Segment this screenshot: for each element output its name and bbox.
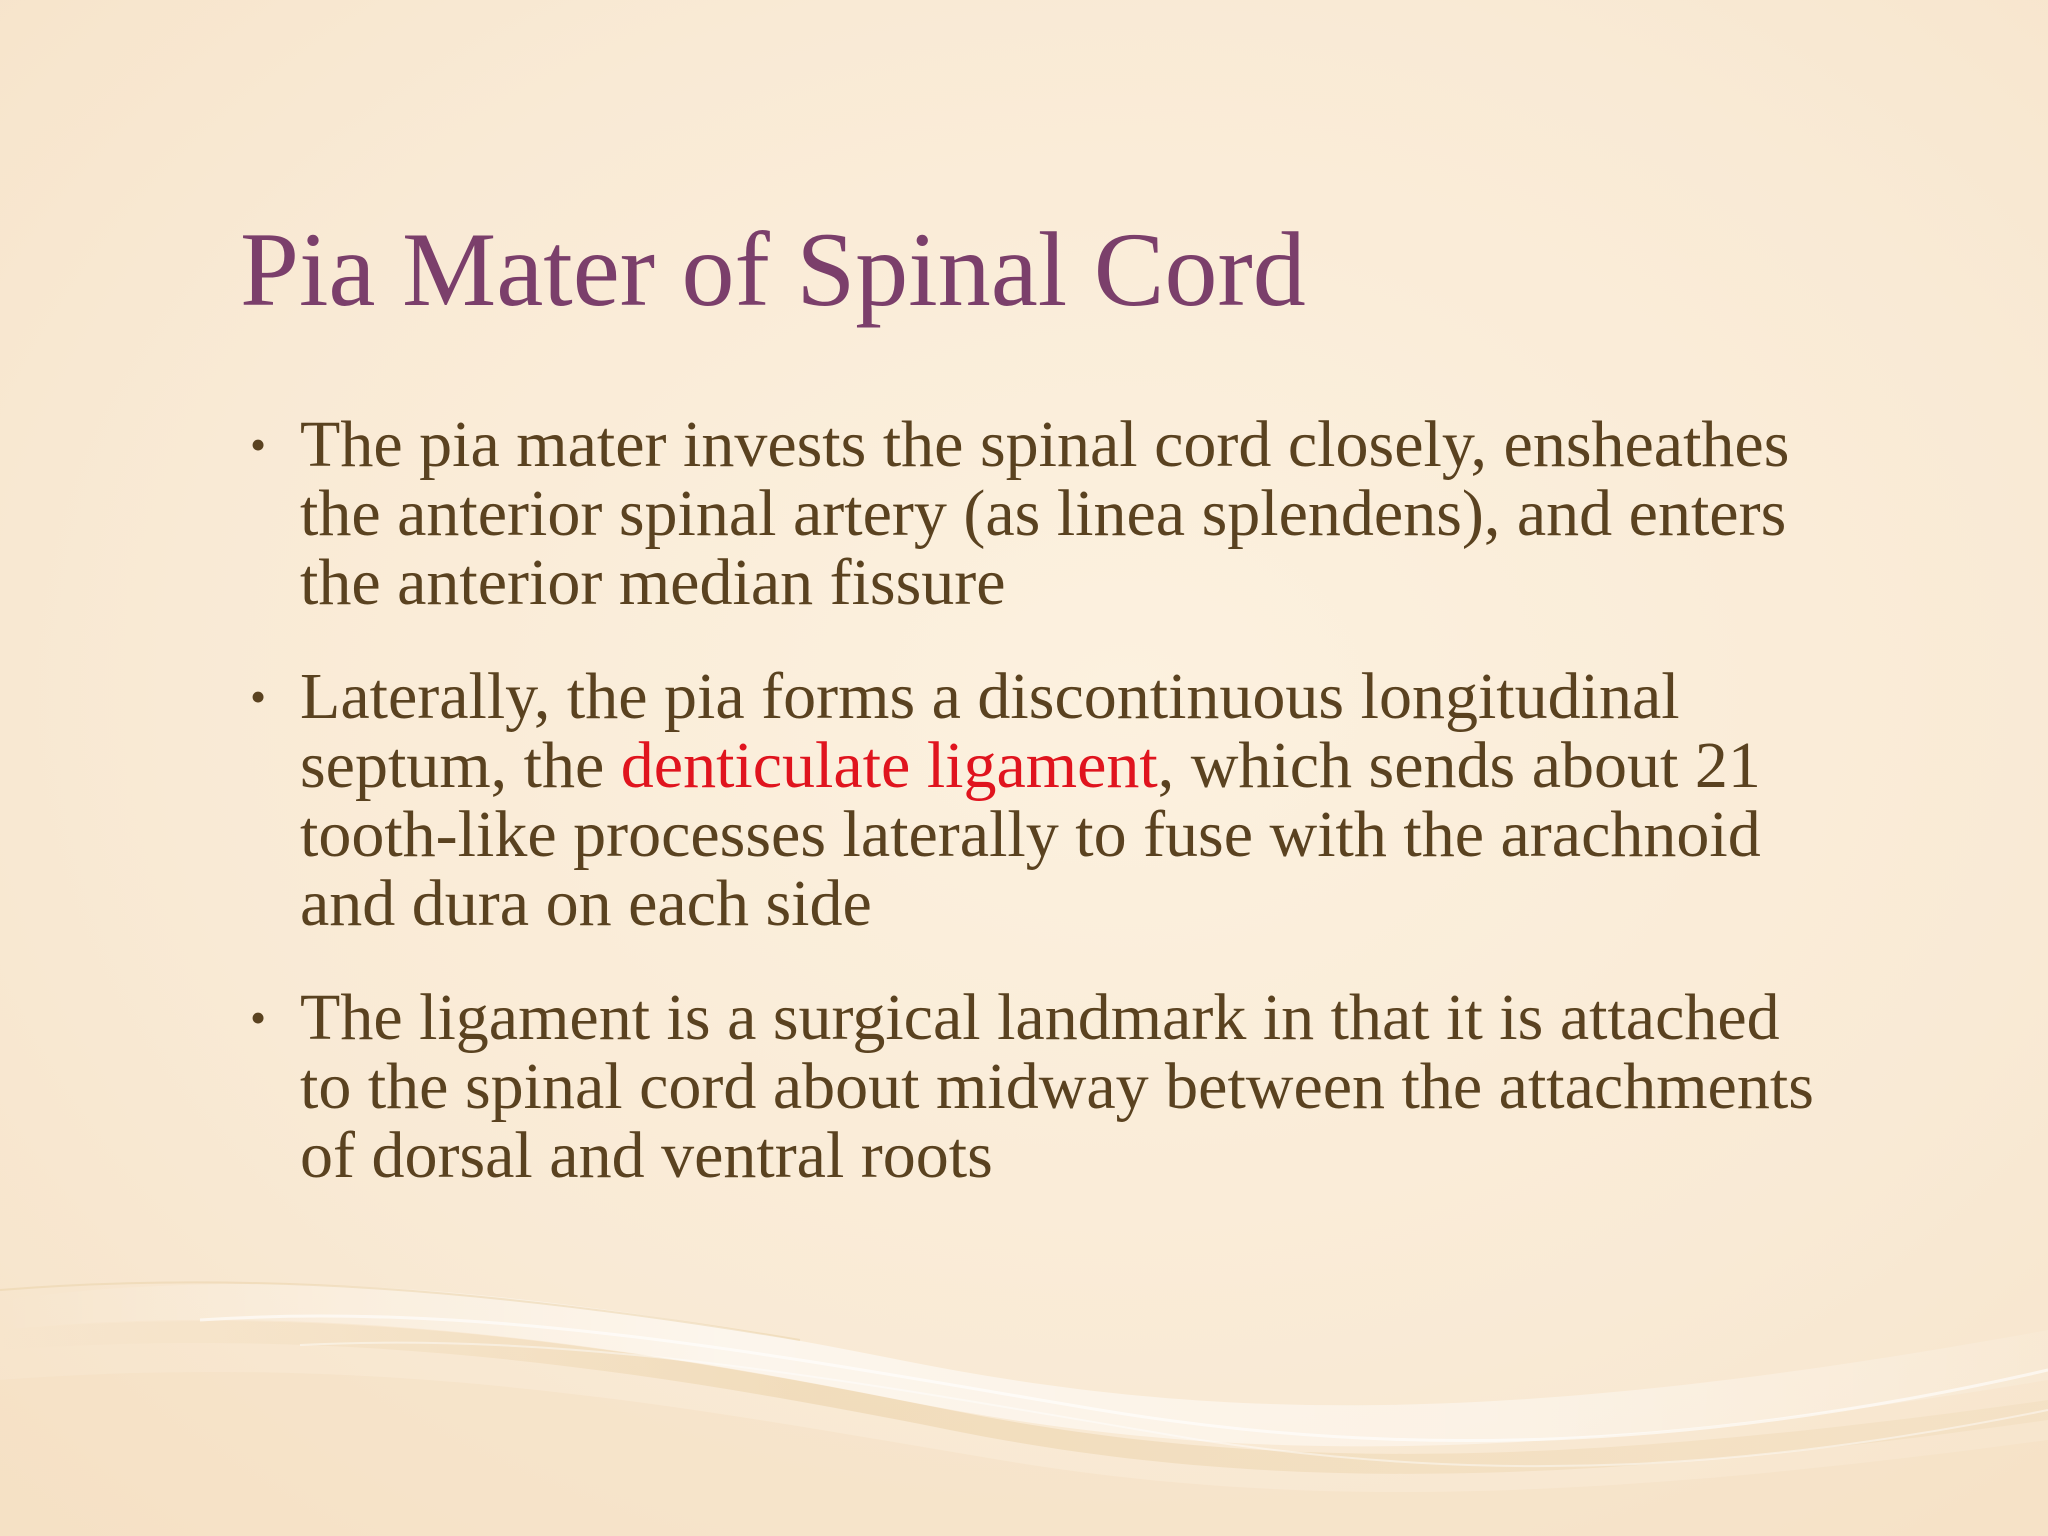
bullet-text: The ligament is a surgical landmark in that it is attached to the spinal cord about midway between the attachments of dorsal and ventral roots: [300, 981, 1814, 1192]
slide-title: Pia Mater of Spinal Cord: [240, 211, 1306, 328]
bullet-icon: •: [250, 419, 267, 470]
bullet-list: [240, 410, 1820, 1235]
bullet-text: [300, 660, 1761, 940]
bullet-text: The pia mater invests the spinal cord closely, ensheathes the anterior spinal artery (as linea splendens), and enters the anterior median fissure: [300, 408, 1790, 619]
bullet-item: [240, 983, 1820, 1190]
highlighted-term: denticulate ligament: [620, 729, 1158, 802]
bullet-text-after: , which sends about 21 tooth-like processes laterally to fuse with the arachnoid and dura on each side: [300, 729, 1761, 940]
bullet-icon: •: [250, 992, 267, 1043]
bullet-icon: •: [250, 671, 267, 722]
bullet-text-before: Laterally, the pia forms a discontinuous longitudinal septum, the: [300, 660, 1680, 802]
bullet-item: [240, 410, 1820, 617]
bullet-item: [240, 662, 1820, 938]
